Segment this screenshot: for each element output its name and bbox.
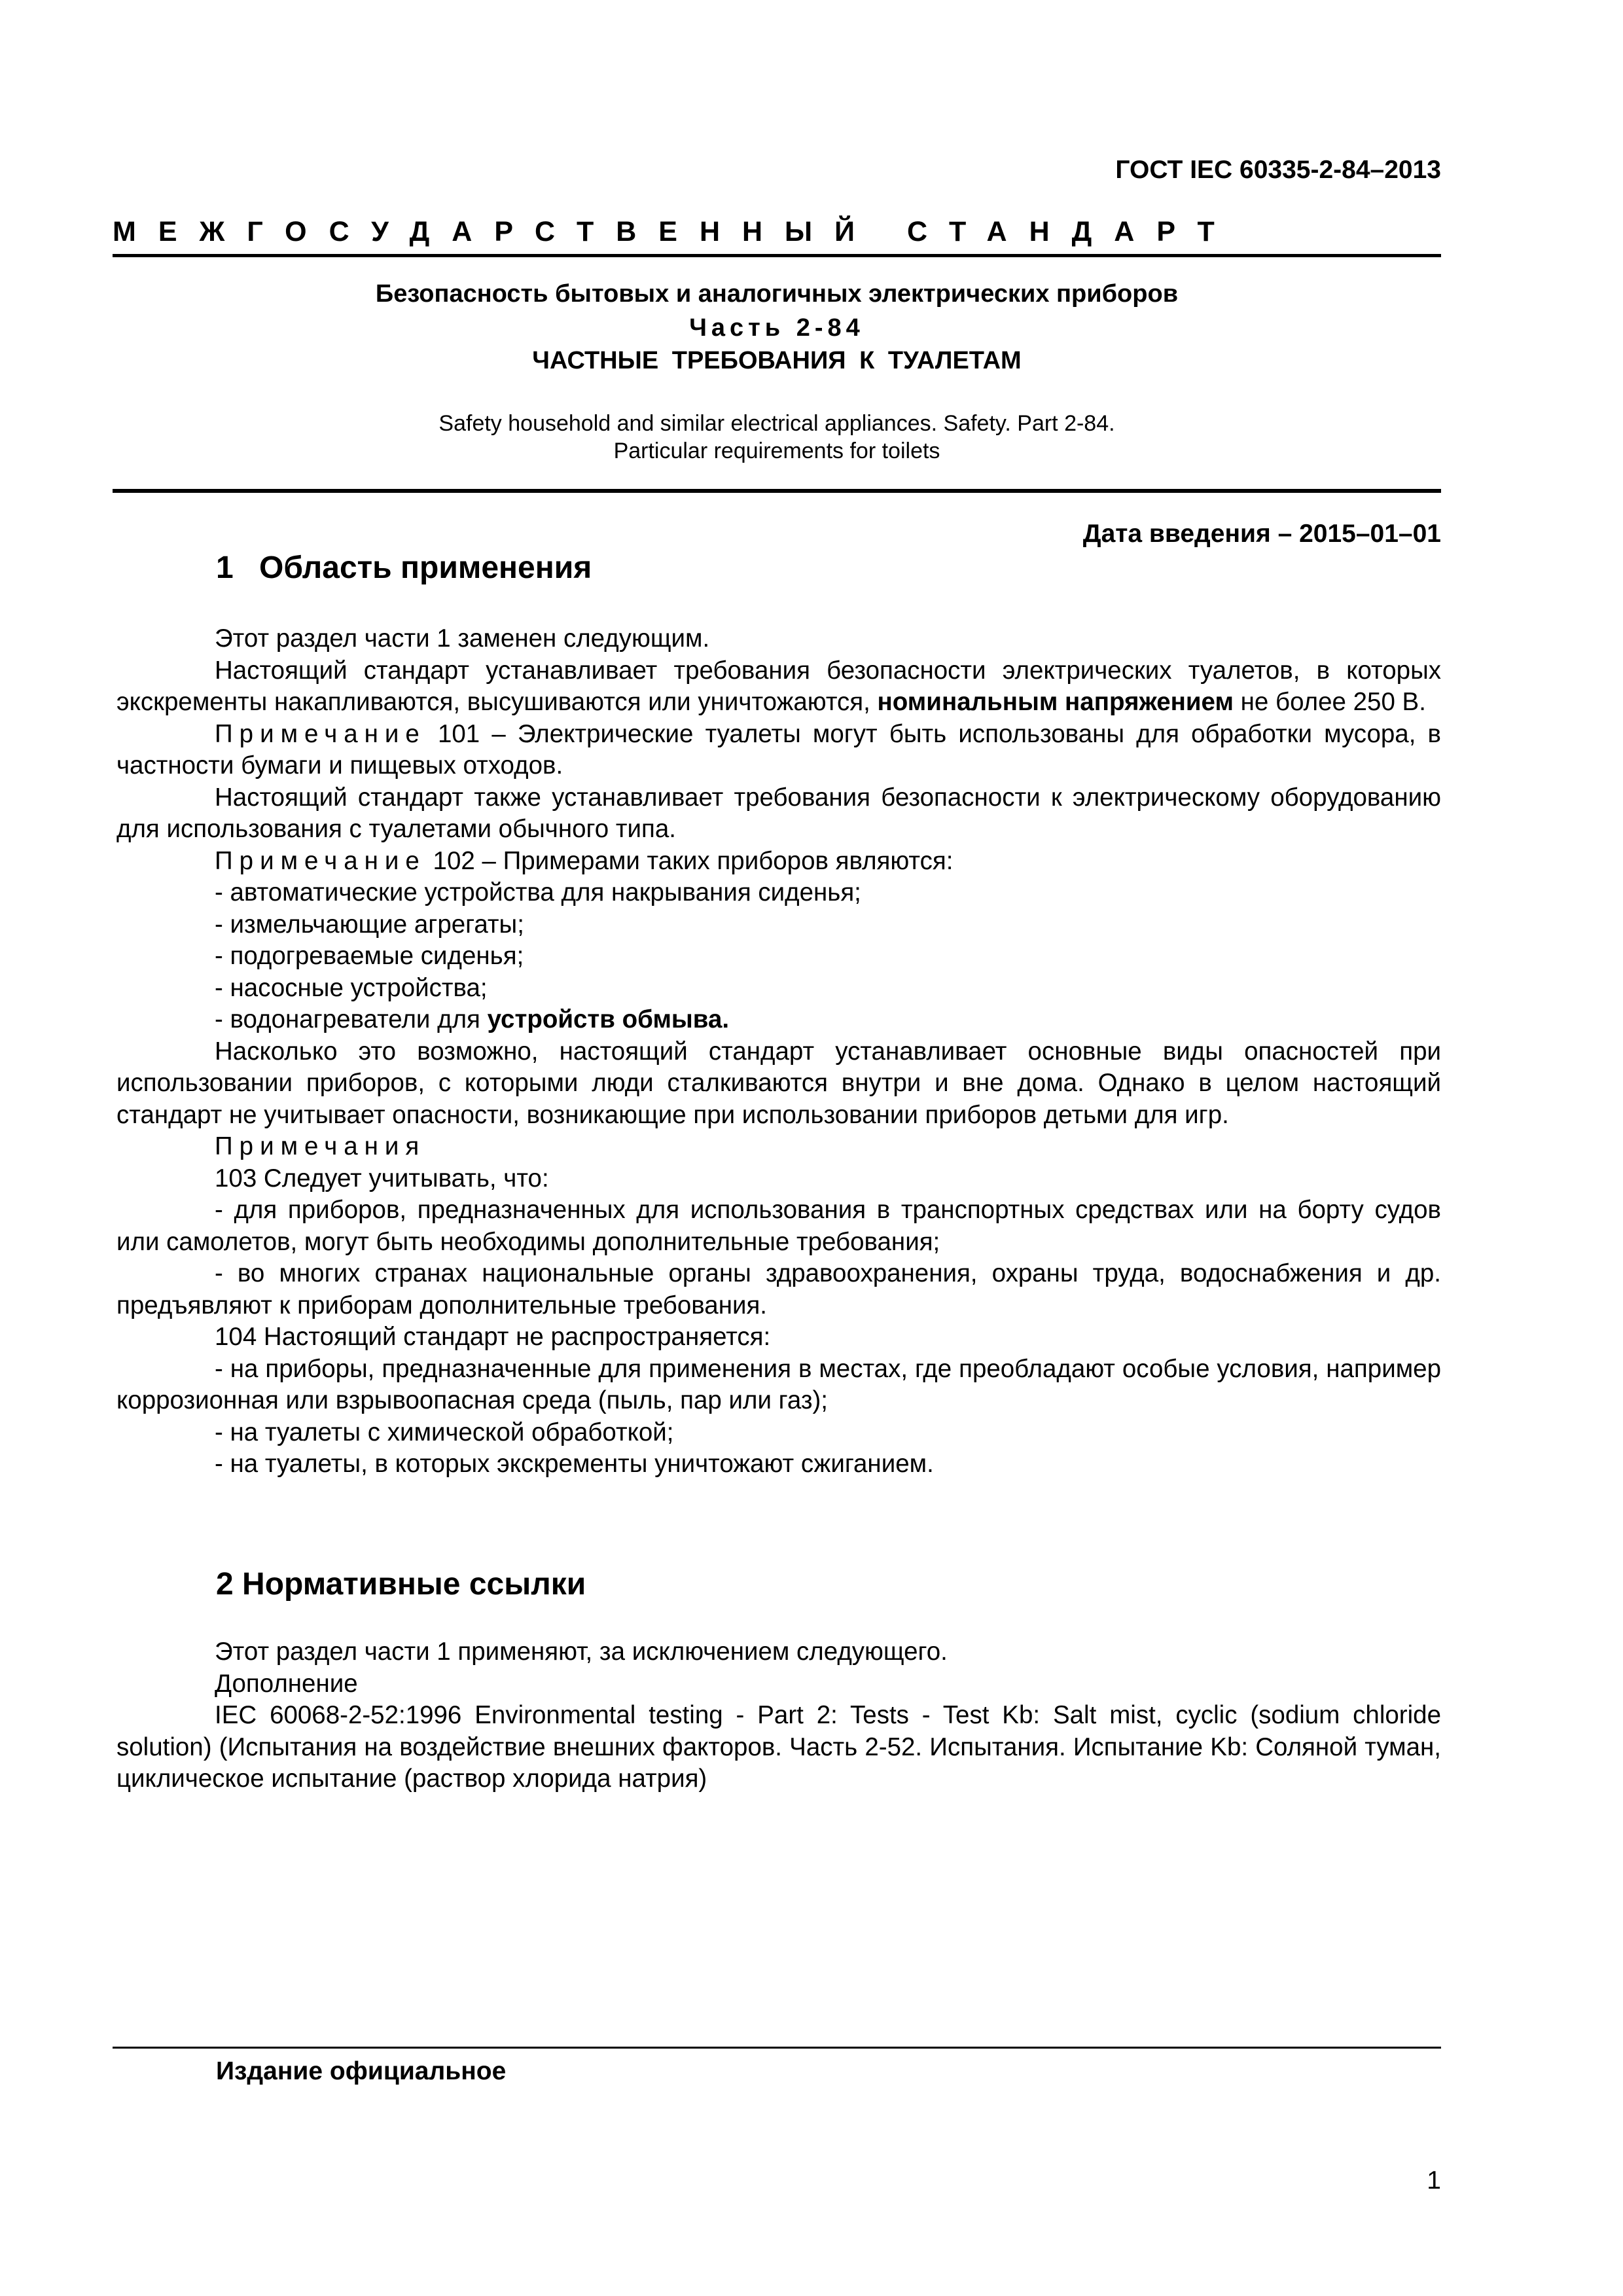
section-2-title: Нормативные ссылки xyxy=(242,1567,586,1602)
list-item: - подогреваемые сиденья; xyxy=(215,942,524,970)
paragraph: Этот раздел части 1 применяют, за исключением следующего. xyxy=(215,1638,948,1666)
note-label: Примечание xyxy=(215,846,426,875)
section-2-heading xyxy=(216,1566,586,1602)
paragraph: Насколько это возможно, настоящий стандарт устанавливает основные виды опасностей при использовании приборов, с которыми люди сталкиваются внутри и вне дома. Однако в целом настоящий стандарт не учитывает опасности, возникающие при использовании приборов детьми для игр. xyxy=(116,1037,1441,1129)
effective-date: Дата введения – 2015–01–01 xyxy=(1082,520,1441,548)
paragraph: Дополнение xyxy=(215,1669,358,1698)
section-2-number: 2 xyxy=(216,1567,234,1602)
english-title: Safety household and similar electrical appliances. Safety. Part 2-84. xyxy=(438,411,1115,436)
list-item: - для приборов, предназначенных для использования в транспортных средствах или на борту судов или самолетов, могут быть необходимы дополнительные требования; xyxy=(116,1196,1441,1256)
note-103: 103 Следует учитывать, что: xyxy=(215,1164,549,1193)
list-item: - водонагреватели для устройств обмыва. xyxy=(215,1005,730,1033)
section-1-body xyxy=(116,623,1441,1480)
english-subtitle: Particular requirements for toilets xyxy=(613,439,940,463)
notes-label: Примечания xyxy=(215,1132,426,1160)
document-code: ГОСТ IEC 60335-2-84–2013 xyxy=(1115,156,1441,184)
defined-term: устройств обмыва. xyxy=(487,1005,730,1033)
list-item: - на туалеты с химической обработкой; xyxy=(215,1418,674,1446)
standard-subtitle: ЧАСТНЫЕ ТРЕБОВАНИЯ К ТУАЛЕТАМ xyxy=(532,347,1022,374)
note-102: Примечание 102 – Примерами таких приборов являются: xyxy=(215,846,954,875)
paragraph: Настоящий стандарт также устанавливает требования безопасности к электрическому оборудованию для использования с туалетами обычного типа. xyxy=(116,783,1441,843)
section-1-heading xyxy=(216,550,592,586)
list-item: - на туалеты, в которых экскременты уничтожают сжиганием. xyxy=(215,1450,934,1478)
header-rule xyxy=(113,254,1441,257)
paragraph: Настоящий стандарт устанавливает требования безопасности электрических туалетов, в которых экскременты накапливаются, высушиваются или уничтожаются, номинальным напряжением не более 250 В. xyxy=(116,656,1441,716)
list-item: - насосные устройства; xyxy=(215,973,488,1002)
section-1-title: Область применения xyxy=(259,550,592,585)
note-104: 104 Настоящий стандарт не распространяется: xyxy=(215,1323,771,1351)
section-1-number: 1 xyxy=(216,550,234,585)
standard-part: Часть 2-84 xyxy=(689,314,865,342)
section-2-body xyxy=(116,1636,1441,1795)
footer-rule xyxy=(113,2047,1441,2049)
paragraph: Этот раздел части 1 заменен следующим. xyxy=(215,624,710,653)
page-number: 1 xyxy=(1427,2166,1441,2195)
list-item: - во многих странах национальные органы здравоохранения, охраны труда, водоснабжения и др. предъявляют к приборам дополнительные требования. xyxy=(116,1259,1441,1319)
note-101: Примечание 101 – Электрические туалеты могут быть использованы для обработки мусора, в частности бумаги и пищевых отходов. xyxy=(116,719,1441,780)
standard-title: Безопасность бытовых и аналогичных электрических приборов xyxy=(375,280,1179,308)
list-item: - измельчающие агрегаты; xyxy=(215,910,524,939)
list-item: - на приборы, предназначенные для применения в местах, где преобладают особые условия, например коррозионная или взрывоопасная среда (пыль, пар или газ); xyxy=(116,1354,1441,1414)
title-rule xyxy=(113,489,1441,493)
interstate-standard-label: МЕЖГОСУДАРСТВЕННЫЙ СТАНДАРТ xyxy=(113,216,1237,247)
official-edition-label: Издание официальное xyxy=(216,2057,507,2085)
list-item: - автоматические устройства для накрывания сиденья; xyxy=(215,878,861,906)
reference-entry: IEC 60068-2-52:1996 Environmental testing - Part 2: Tests - Test Kb: Salt mist, cyclic (sodium chloride solution) (Испытания на воздействие внешних факторов. Часть 2-52. Испытания. Испытание Kb: Соляной туман, циклическое испытание (раствор хлорида натрия) xyxy=(116,1701,1441,1793)
note-label: Примечание xyxy=(215,719,426,748)
defined-term: номинальным напряжением xyxy=(877,688,1234,716)
